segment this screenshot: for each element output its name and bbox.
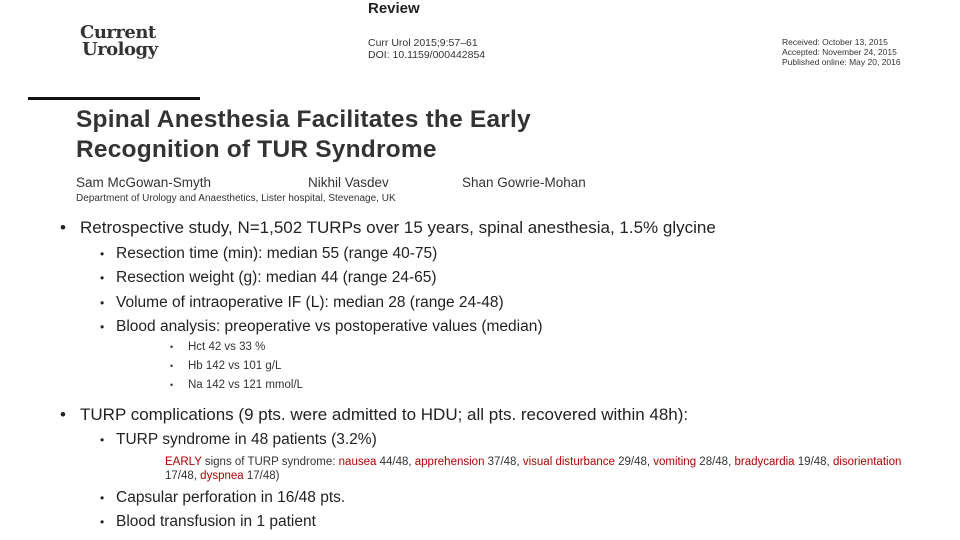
sign-count: 37/48, [484, 456, 523, 468]
bullet-marker: • [170, 380, 174, 390]
sign-disorientation: disorientation [832, 456, 902, 468]
bullet-marker: • [100, 296, 105, 310]
bullet-marker: • [60, 405, 66, 424]
bullet-marker: • [100, 515, 105, 529]
sign-count: 44/48, [376, 456, 415, 468]
bullet-marker: • [170, 361, 174, 371]
bullet-text: Resection time (min): median 55 (range 40-75) [116, 245, 438, 262]
author: Nikhil Vasdev [308, 175, 389, 190]
sign-apprehension: apprehension [414, 456, 485, 468]
bullet-text: TURP complications (9 pts. were admitted to HDU; all pts. recovered within 48h): [80, 405, 689, 424]
sign-bradycardia: bradycardia [734, 456, 795, 468]
paper-title [76, 105, 531, 165]
publication-dates [782, 37, 901, 67]
bullet-marker: • [170, 342, 174, 352]
bullet-marker: • [100, 433, 105, 447]
section-label: Review [368, 0, 420, 17]
blood-value: Hct 42 vs 33 % [188, 341, 266, 353]
bullet-text: Capsular perforation in 16/48 pts. [116, 489, 346, 506]
blood-value: Hb 142 vs 101 g/L [188, 360, 282, 372]
sign-nausea: nausea [338, 456, 377, 468]
bullet-text: TURP syndrome in 48 patients (3.2%) [116, 431, 377, 448]
early-signs-list [165, 455, 910, 483]
journal-name-line2: Urology [82, 39, 158, 60]
paper-title-line2: Recognition of TUR Syndrome [76, 136, 437, 163]
sign-dyspnea: dyspnea [200, 470, 244, 482]
bullet-text: Retrospective study, N=1,502 TURPs over 15 years, spinal anesthesia, 1.5% glycine [80, 218, 716, 237]
author-list [76, 175, 586, 190]
sign-count: 17/48) [243, 470, 280, 482]
citation: Curr Urol 2015;9:57–61 [368, 37, 478, 49]
affiliation: Department of Urology and Anaesthetics, Lister hospital, Stevenage, UK [76, 193, 396, 204]
bullet-marker: • [100, 320, 105, 334]
sign-count: 19/48, [794, 456, 833, 468]
author: Sam McGowan-Smyth [76, 175, 212, 190]
header-rule [28, 97, 200, 100]
bullet-marker: • [100, 491, 105, 505]
sign-vomiting: vomiting [653, 456, 697, 468]
doi: DOI: 10.1159/000442854 [368, 49, 486, 61]
bullet-marker: • [100, 271, 105, 285]
signs-prefix: signs of TURP syndrome: [201, 456, 339, 468]
paper-title-line1: Spinal Anesthesia Facilitates the Early [76, 106, 531, 133]
sign-visual-disturbance: visual disturbance [522, 456, 615, 468]
bullet-marker: • [60, 218, 66, 237]
bullet-text: Blood transfusion in 1 patient [116, 513, 316, 530]
accepted-date: Accepted: November 24, 2015 [782, 47, 897, 57]
blood-value: Na 142 vs 121 mmol/L [188, 379, 304, 391]
journal-name-line1: Current [80, 22, 156, 43]
sign-count: 29/48, [614, 456, 654, 468]
journal-logo [80, 24, 158, 58]
bullet-text: Resection weight (g): median 44 (range 24-65) [116, 269, 437, 286]
received-date: Received: October 13, 2015 [782, 37, 888, 47]
author: Shan Gowrie-Mohan [462, 175, 586, 190]
bullet-text: Volume of intraoperative IF (L): median 28 (range 24-48) [116, 294, 504, 311]
bullet-marker: • [100, 247, 105, 261]
sign-count: 28/48, [696, 456, 735, 468]
published-date: Published online: May 20, 2016 [782, 57, 901, 67]
early-label: EARLY [165, 456, 202, 468]
sign-count: 17/48, [165, 470, 201, 482]
bullet-text: Blood analysis: preoperative vs postoperative values (median) [116, 318, 543, 335]
citation-block [368, 37, 485, 61]
